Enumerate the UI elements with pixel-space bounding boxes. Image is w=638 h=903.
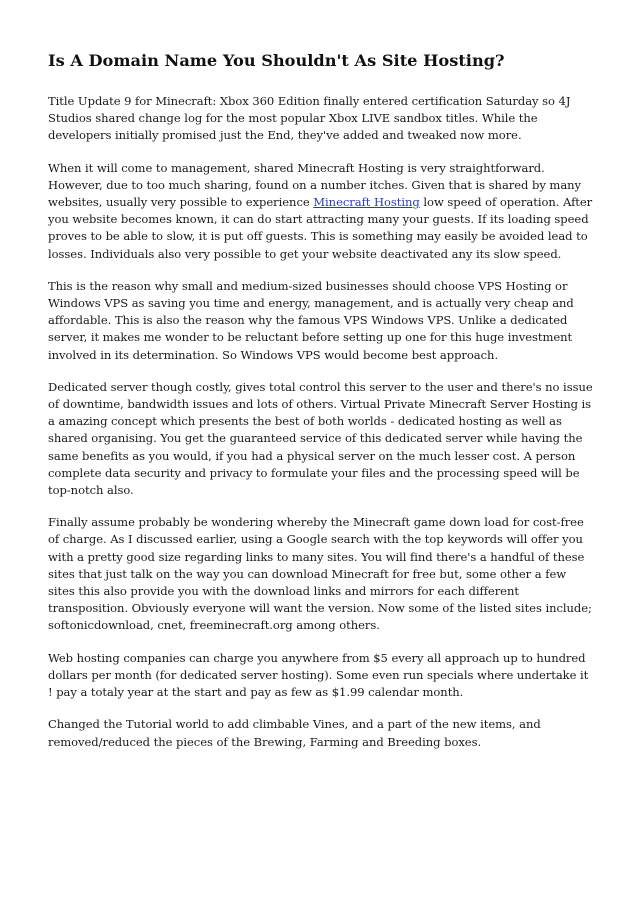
paragraph-2-text-before: When it will come to management, shared Minecraft Hosting is very straightforward. However, due to too much sharing, found on a number itches. Given that is shared by many websites, usually very possible to experience	[48, 160, 582, 210]
paragraph-5: Finally assume probably be wondering whereby the Minecraft game down load for cost-free of charge. As I discussed earlier, using a Google search with the top keywords will offer you with a pretty good size regarding links to many sites. You will find there's a handful of these sites that just talk on the way you can download Minecraft for free but, some other a few sites this also provide you with the download links and mirrors for each different transposition. Obviously everyone will want the version. Now some of the listed sites include; softonicdownload, cnet, freeminecraft.org among others.	[48, 515, 592, 633]
paragraph-4: Dedicated server though costly, gives total control this server to the user and there's no issue of downtime, bandwidth issues and lots of others. Virtual Private Minecraft Server Hosting is a amazing concept which presents the best of both worlds - dedicated hosting as well as shared organising. You get the guaranteed service of this dedicated server while having the same benefits as you would, if you had a physical server on the much lesser cost. A person complete data security and privacy to formulate your files and the processing speed will be top-notch also.	[48, 379, 593, 498]
paragraph-6: Web hosting companies can charge you anywhere from $5 every all approach up to hundred dollars per month (for dedicated server hosting). Some even run specials where undertake it ! pay a totaly year at the start and pay as few as $1.99 calendar month.	[48, 650, 589, 700]
page-title: Is A Domain Name You Shouldn't As Site Hosting?	[48, 51, 505, 70]
paragraph-3: This is the reason why small and medium-sized businesses should choose VPS Hosting or Windows VPS as saving you time and energy, management, and is actually very cheap and affordable. This is also the reason why the famous VPS Windows VPS. Unlike a dedicated server, it makes me wonder to be reluctant before setting up one for this huge investment involved in its determination. So Windows VPS would become best approach.	[48, 278, 574, 362]
paragraph-2	[48, 160, 596, 263]
document-page	[48, 50, 596, 766]
paragraph-7: Changed the Tutorial world to add climbable Vines, and a part of the new items, and removed/reduced the pieces of the Brewing, Farming and Breeding boxes.	[48, 717, 541, 749]
paragraph-1: Title Update 9 for Minecraft: Xbox 360 Edition finally entered certification Saturday so 4J Studios shared change log for the most popular Xbox LIVE sandbox titles. While the developers initially promised just the End, they've added and tweaked now more.	[48, 94, 571, 143]
minecraft-hosting-link[interactable]: Minecraft Hosting	[313, 195, 420, 210]
paragraph-2-text-after: low speed of operation. After you website becomes known, it can do start attracting many your guests. If its loading speed proves to be able to slow, it is put off guests. This is something may easily be avoided lead to losses. Individuals also very possible to get your website deactivated any its slow speed.	[48, 195, 593, 261]
